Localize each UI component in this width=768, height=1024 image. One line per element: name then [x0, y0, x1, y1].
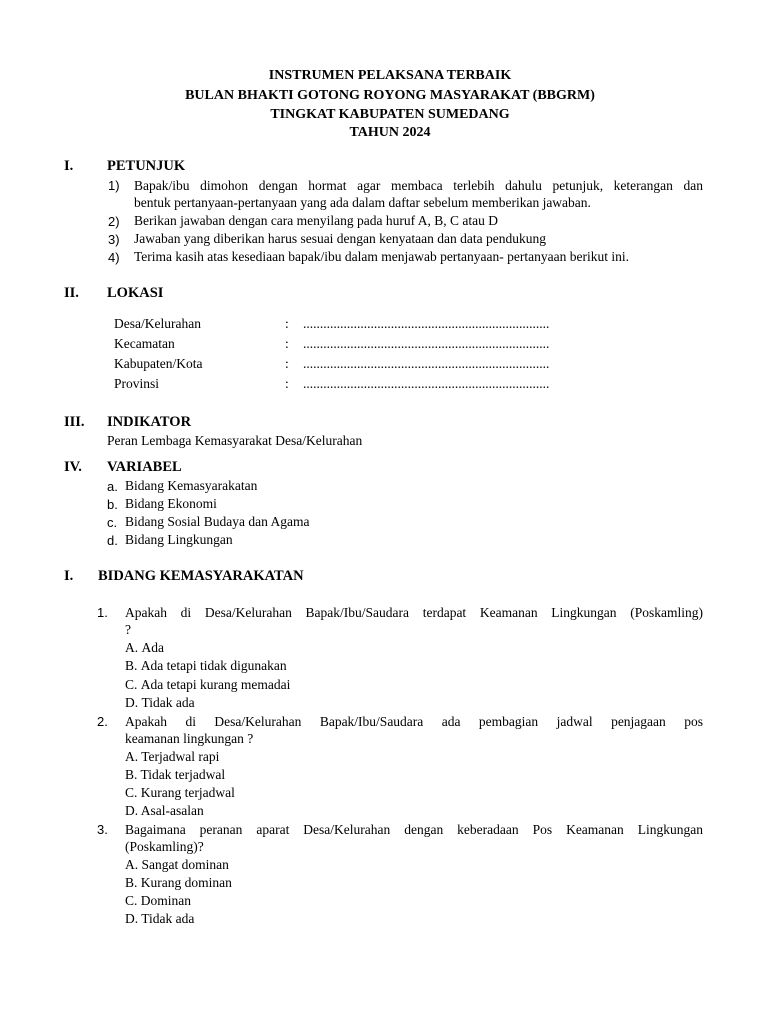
field-colon: : [285, 316, 289, 331]
section-number-petunjuk: I. [64, 158, 74, 174]
field-colon: : [285, 356, 289, 371]
section-number-lokasi: II. [64, 285, 79, 301]
answer-option[interactable]: D. Tidak ada [125, 911, 195, 926]
section-number-bidang: I. [64, 568, 74, 584]
variable-letter: b. [107, 497, 118, 512]
question-text-line: Apakah di Desa/Kelurahan Bapak/Ibu/Saudara terdapat Keamanan Lingkungan (Poskamling) [125, 605, 703, 620]
question-number: 3. [97, 822, 108, 837]
field-colon: : [285, 376, 289, 391]
answer-option[interactable]: C. Ada tetapi kurang memadai [125, 677, 291, 692]
variable-letter: d. [107, 533, 118, 548]
field-label-kecamatan: Kecamatan [114, 336, 175, 351]
answer-option[interactable]: C. Kurang terjadwal [125, 785, 235, 800]
question-text-line: keamanan lingkungan ? [125, 731, 254, 746]
instruction-number: 1) [108, 178, 120, 193]
answer-option[interactable]: B. Tidak terjadwal [125, 767, 226, 782]
instruction-number: 2) [108, 214, 120, 229]
answer-option[interactable]: D. Asal-asalan [125, 803, 204, 818]
field-label-kabupaten: Kabupaten/Kota [114, 356, 203, 371]
variable-text: Bidang Lingkungan [125, 532, 233, 547]
variable-letter: a. [107, 479, 118, 494]
doc-title-line-4: TAHUN 2024 [349, 125, 431, 140]
instruction-text: Terima kasih atas kesediaan bapak/ibu dalam menjawab pertanyaan- pertanyaan berikut ini. [134, 249, 629, 264]
field-blank-provinsi[interactable]: ......................................................................... [303, 376, 550, 391]
answer-option[interactable]: D. Tidak ada [125, 695, 195, 710]
instruction-text-line: bentuk pertanyaan-pertanyaan yang ada dalam daftar sebelum memberikan jawaban. [134, 195, 591, 210]
doc-title-line-2: BULAN BHAKTI GOTONG ROYONG MASYARAKAT (BBGRM) [185, 88, 595, 103]
section-number-variabel: IV. [64, 459, 82, 475]
field-blank-desa[interactable]: ......................................................................... [303, 316, 550, 331]
indikator-text: Peran Lembaga Kemasyarakat Desa/Kelurahan [107, 433, 363, 448]
instruction-text-line: Bapak/ibu dimohon dengan hormat agar membaca terlebih dahulu petunjuk, keterangan dan [134, 178, 703, 193]
section-title-variabel: VARIABEL [107, 459, 182, 475]
question-text-line: Apakah di Desa/Kelurahan Bapak/Ibu/Saudara ada pembagian jadwal penjagaan pos [125, 714, 703, 729]
answer-option[interactable]: A. Ada [125, 640, 164, 655]
variable-text: Bidang Ekonomi [125, 496, 217, 511]
answer-option[interactable]: B. Ada tetapi tidak digunakan [125, 658, 287, 673]
section-number-indikator: III. [64, 414, 85, 430]
question-number: 1. [97, 605, 108, 620]
field-label-desa: Desa/Kelurahan [114, 316, 201, 331]
field-label-provinsi: Provinsi [114, 376, 160, 391]
variable-text: Bidang Sosial Budaya dan Agama [125, 514, 310, 529]
field-colon: : [285, 336, 289, 351]
doc-title-line-3: TINGKAT KABUPATEN SUMEDANG [270, 107, 510, 122]
variable-letter: c. [107, 515, 118, 530]
section-title-bidang: BIDANG KEMASYARAKATAN [98, 568, 304, 584]
field-blank-kabupaten[interactable]: ......................................................................... [303, 356, 550, 371]
instruction-text: Berikan jawaban dengan cara menyilang pada huruf A, B, C atau D [134, 213, 498, 228]
question-text-line: Bagaimana peranan aparat Desa/Kelurahan dengan keberadaan Pos Keamanan Lingkungan [125, 822, 703, 837]
instruction-number: 4) [108, 250, 120, 265]
answer-option[interactable]: C. Dominan [125, 893, 191, 908]
doc-title-line-1: INSTRUMEN PELAKSANA TERBAIK [268, 68, 512, 83]
instruction-text: Jawaban yang diberikan harus sesuai dengan kenyataan dan data pendukung [134, 231, 546, 246]
answer-option[interactable]: B. Kurang dominan [125, 875, 232, 890]
question-text-line: (Poskamling)? [125, 839, 204, 854]
answer-option[interactable]: A. Sangat dominan [125, 857, 229, 872]
section-title-indikator: INDIKATOR [107, 414, 192, 430]
section-title-lokasi: LOKASI [107, 285, 164, 301]
question-text-line: ? [125, 622, 131, 637]
section-title-petunjuk: PETUNJUK [107, 158, 186, 174]
instruction-number: 3) [108, 232, 120, 247]
variable-text: Bidang Kemasyarakatan [125, 478, 258, 493]
question-number: 2. [97, 714, 108, 729]
field-blank-kecamatan[interactable]: ......................................................................... [303, 336, 550, 351]
answer-option[interactable]: A. Terjadwal rapi [125, 749, 220, 764]
